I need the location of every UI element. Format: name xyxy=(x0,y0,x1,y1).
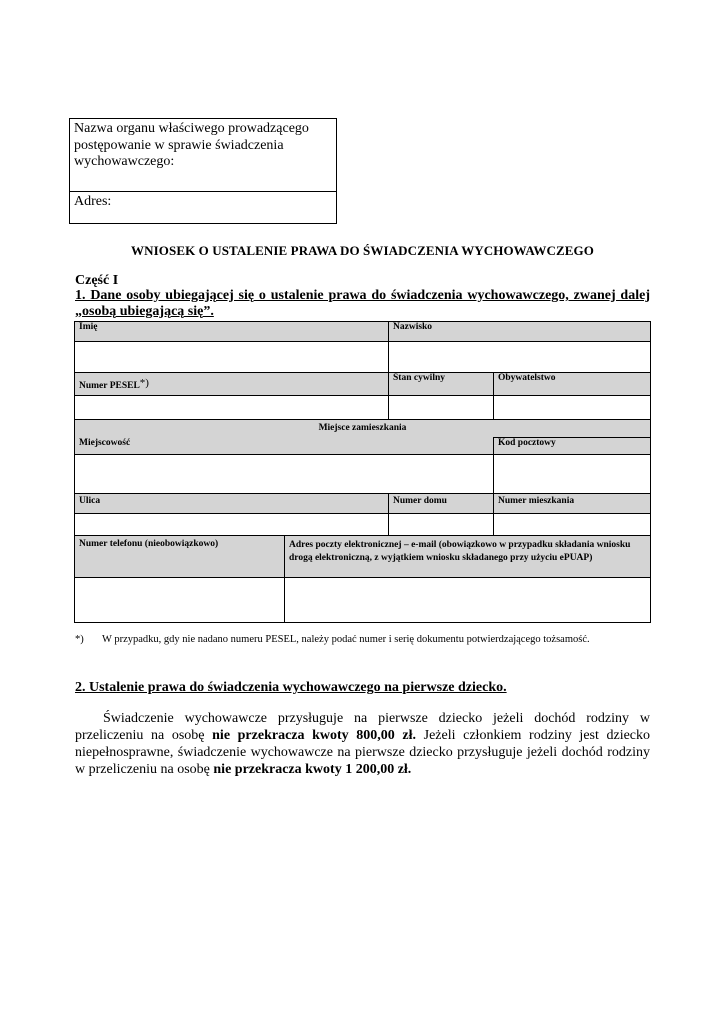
email-field[interactable] xyxy=(285,578,651,623)
marital-status-field[interactable] xyxy=(389,396,494,420)
footnote xyxy=(75,634,590,645)
paragraph-text-1: Świadczenie wychowawcze przysługuje na pierwsze dziecko jeżeli dochód rodziny w przeliczeniu na osobę xyxy=(75,711,650,743)
authority-address-label: Adres: xyxy=(74,194,112,209)
phone-field[interactable] xyxy=(75,578,285,623)
street-label: Ulica xyxy=(75,494,389,514)
authority-box xyxy=(69,118,337,224)
section-1-heading-line2: „osobą ubiegającą się”. xyxy=(75,303,214,319)
part-heading: Część I xyxy=(75,273,119,288)
apartment-number-label: Numer mieszkania xyxy=(494,494,651,514)
section-2-heading: 2. Ustalenie prawa do świadczenia wychowawczego na pierwsze dziecko. xyxy=(75,680,507,695)
citizenship-field[interactable] xyxy=(494,396,651,420)
paragraph-bold-2: nie przekracza kwoty 1 200,00 zł. xyxy=(213,762,412,777)
residence-heading: Miejsce zamieszkania xyxy=(75,420,651,438)
email-label: Adres poczty elektronicznej – e-mail (obowiązkowo w przypadku składania wniosku drogą elektroniczną, z wyjątkiem wniosku składanego przy użyciu ePUAP) xyxy=(285,536,651,578)
street-field[interactable] xyxy=(75,514,389,536)
section-1-heading xyxy=(75,288,650,319)
last-name-field[interactable] xyxy=(389,342,651,373)
authority-name-label: Nazwa organu właściwego prowadzącego postępowanie w sprawie świadczenia wychowawczego: xyxy=(74,121,309,169)
postal-code-field[interactable] xyxy=(494,455,651,494)
marital-status-label: Stan cywilny xyxy=(389,373,494,396)
paragraph-bold-1: nie przekracza kwoty 800,00 zł. xyxy=(212,728,417,743)
postal-code-label: Kod pocztowy xyxy=(494,438,651,455)
document-title: WNIOSEK O USTALENIE PRAWA DO ŚWIADCZENIA WYCHOWAWCZEGO xyxy=(131,243,594,258)
paragraph-text-2: Jeżeli członkiem rodziny jest dziecko niepełnosprawne, świadczenie wychowawcze na pierwsze dziecko przysługuje jeżeli dochód rodziny w przeliczeniu na osobę xyxy=(75,728,651,777)
footnote-text: W przypadku, gdy nie nadano numeru PESEL, należy podać numer i serię dokumentu potwierdzającego tożsamość. xyxy=(102,634,590,645)
footnote-mark: *) xyxy=(75,634,84,645)
pesel-label-text: Numer PESEL xyxy=(79,381,140,391)
pesel-label xyxy=(75,373,389,396)
section-1-heading-line1: 1. Dane osoby ubiegającej się o ustalenie prawa do świadczenia wychowawczego, zwanej dalej xyxy=(75,288,650,303)
city-label: Miejscowość xyxy=(75,438,494,455)
house-number-field[interactable] xyxy=(389,514,494,536)
last-name-label: Nazwisko xyxy=(389,322,651,342)
applicant-data-table xyxy=(74,321,651,623)
pesel-field[interactable] xyxy=(75,396,389,420)
first-name-label: Imię xyxy=(75,322,389,342)
house-number-label: Numer domu xyxy=(389,494,494,514)
first-name-field[interactable] xyxy=(75,342,389,373)
section-2-paragraph xyxy=(75,710,650,778)
phone-label: Numer telefonu (nieobowiązkowo) xyxy=(75,536,285,578)
citizenship-label: Obywatelstwo xyxy=(494,373,651,396)
pesel-footnote-mark: *) xyxy=(139,377,149,389)
apartment-number-field[interactable] xyxy=(494,514,651,536)
city-field[interactable] xyxy=(75,455,494,494)
authority-box-divider xyxy=(70,191,336,192)
